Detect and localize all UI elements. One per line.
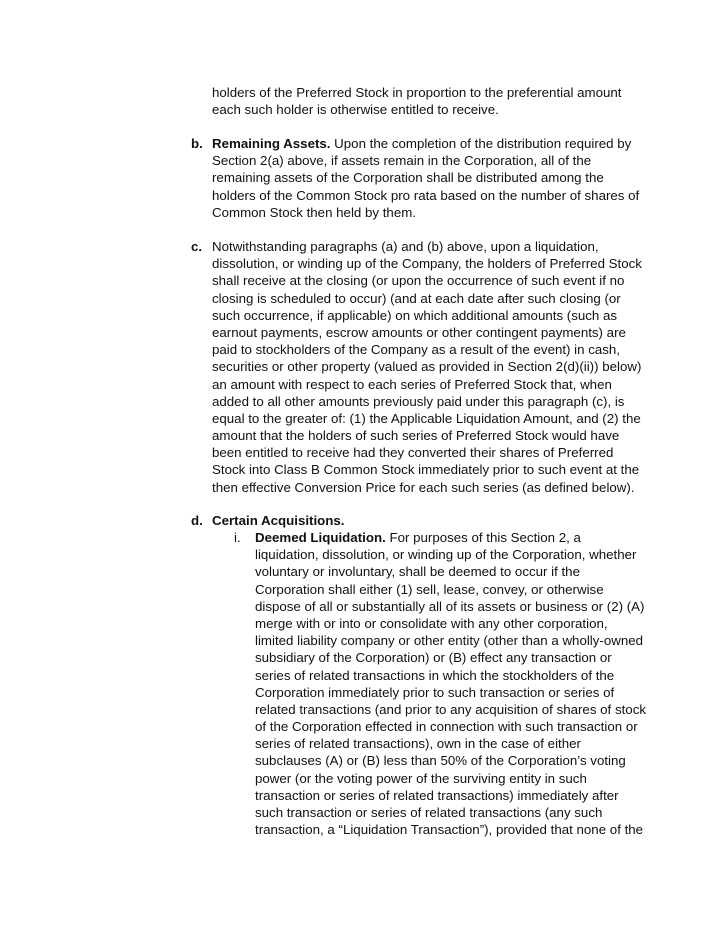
text-line: paid to stockholders of the Company as a result of the event) in cash, [212, 342, 620, 358]
text-line: dissolution, or winding up of the Company, the holders of Preferred Stock [212, 256, 642, 272]
text-line: series of related transactions), own in the case of either [255, 736, 581, 752]
sub-item-i-paragraph [255, 529, 646, 838]
text-line: added to all other amounts previously paid under this paragraph (c), is [212, 393, 625, 409]
text-line: For purposes of this Section 2, a [385, 530, 581, 545]
item-b-heading: Remaining Assets. [212, 136, 331, 151]
text-line: securities or other property (valued as provided in Section 2(d)(ii)) below) [212, 359, 642, 375]
text-line: an amount with respect to each series of Preferred Stock that, when [212, 376, 612, 392]
text-line: each such holder is otherwise entitled to receive. [212, 102, 499, 118]
text-line: such transaction or series of related transactions (any such [255, 805, 603, 820]
text-line: equal to the greater of: (1) the Applicable Liquidation Amount, and (2) the [212, 410, 641, 426]
text-line: been entitled to receive had they converted their shares of Preferred [212, 445, 614, 461]
text-line: Corporation shall either (1) sell, lease, convey, or otherwise [255, 581, 604, 597]
continuation-paragraph [212, 84, 621, 118]
text-line: Common Stock then held by them. [212, 204, 416, 220]
text-line: closing is scheduled to occur) (and at each date after such closing (or [212, 290, 621, 306]
text-line: subsidiary of the Corporation) or (B) effect any transaction or [255, 650, 612, 666]
text-line: Upon the completion of the distribution required by [330, 136, 632, 151]
item-b-paragraph [212, 135, 639, 221]
text-line: shall receive at the closing (or upon the occurrence of such event if no [212, 273, 625, 289]
text-line: remaining assets of the Corporation shall be distributed among the [212, 170, 604, 186]
text-line: Section 2(a) above, if assets remain in the Corporation, all of the [212, 153, 592, 169]
item-d-heading: Certain Acquisitions. [212, 513, 345, 528]
text-line: merge with or into or consolidate with any other corporation, [255, 615, 608, 631]
item-d-label: d. [191, 513, 203, 528]
text-line: Stock into Class B Common Stock immediately prior to such event at the [212, 462, 640, 478]
text-line: voluntary or involuntary, shall be deemed to occur if the [255, 564, 580, 580]
text-line: transaction, a “Liquidation Transaction”), provided that none of the [255, 822, 644, 838]
text-line: liquidation, dissolution, or winding up of the Corporation, whether [255, 547, 637, 563]
item-b-label: b. [191, 136, 203, 151]
text-line: Corporation immediately prior to such transaction or series of [255, 684, 615, 700]
text-line: transaction or series of related transactions) immediately after [255, 787, 619, 803]
sub-item-i-label: i. [234, 530, 241, 545]
text-line: power (or the voting power of the surviving entity in such [255, 770, 587, 786]
text-line: of the Corporation effected in connection with such transaction or [255, 719, 638, 735]
item-c-label: c. [191, 239, 203, 254]
text-line: such occurrence, if applicable) on which additional amounts (such as [212, 307, 618, 323]
item-c-paragraph [212, 238, 642, 496]
text-line: limited liability company or other entity (other than a wholly-owned [255, 633, 644, 649]
text-line: then effective Conversion Price for each such series (as defined below). [212, 479, 635, 495]
text-line: earnout payments, escrow amounts or other contingent payments) are [212, 324, 626, 340]
sub-item-i-heading: Deemed Liquidation. [255, 530, 386, 545]
text-line: dispose of all or substantially all of its assets or business or (2) (A) [255, 598, 645, 614]
text-line: series of related transactions in which the stockholders of the [255, 667, 615, 683]
text-line: related transactions (and prior to any acquisition of shares of stock [255, 701, 646, 717]
text-line: holders of the Preferred Stock in proportion to the preferential amount [212, 85, 622, 100]
text-line: amount that the holders of such series of Preferred Stock would have [212, 428, 620, 444]
text-line: subclauses (A) or (B) less than 50% of the Corporation’s voting [255, 753, 626, 769]
text-line: Notwithstanding paragraphs (a) and (b) above, upon a liquidation, [212, 239, 599, 254]
text-line: holders of the Common Stock pro rata based on the number of shares of [212, 187, 640, 203]
